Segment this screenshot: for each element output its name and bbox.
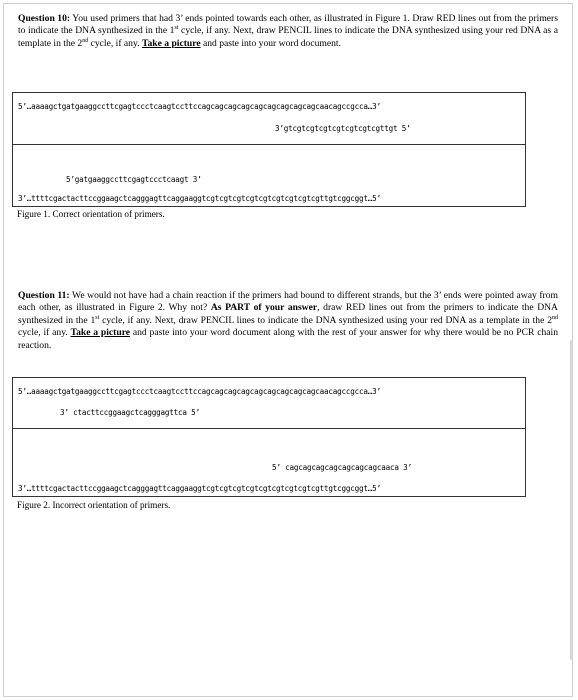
question-11	[18, 290, 558, 352]
superscript-st: st	[174, 25, 179, 32]
take-a-picture-emphasis: Take a picture	[141, 37, 201, 49]
fig2-divider	[13, 428, 525, 429]
fig2-top-primer: 3’ ctacttccggaagctcagggagttca 5’	[60, 408, 200, 417]
fig1-top-strand: 5’…aaaagctgatgaaggccttcgagtccctcaagtccttccagcagcagcagcagcagcagcagcagcaacagccgcca…3’	[18, 102, 381, 111]
fig1-bottom-strand: 3’…ttttcgactacttccggaagctcagggagttcaggaaggtcgtcgtcgtcgtcgtcgtcgtcgtcgttgtcggcggt…5’	[18, 194, 381, 203]
figure-2-box	[12, 377, 526, 497]
superscript-st: st	[95, 314, 100, 321]
scrollbar[interactable]	[570, 340, 573, 660]
fig2-bottom-primer: 5’ cagcagcagcagcagcagcagcaaca 3’	[272, 463, 412, 472]
question-10-text-a: You used primers that had 3’ ends pointed towards each other, as illustrated in Figure 1. Draw RED lines out from the primers to indicate the DNA synthesized in the 1	[18, 13, 558, 37]
figure-1-caption: Figure 1. Correct orientation of primers.	[17, 209, 165, 219]
question-11-label: Question 11:	[18, 290, 70, 301]
question-11-text-d: cycle, if any.	[18, 327, 71, 339]
question-11-text-e: and paste into your word document along with the rest of your answer for why there would be no PCR chain reaction.	[18, 327, 558, 351]
question-10-text-c: cycle, if any.	[88, 37, 142, 49]
fig1-top-primer: 3’gtcgtcgtcgtcgtcgtcgtcgttgt 5’	[275, 124, 411, 133]
as-part-emphasis: As PART of your answer	[210, 302, 318, 314]
question-10-text-d: and paste into your word document.	[200, 37, 341, 49]
question-11-text-c: cycle, if any. Next, draw PENCIL lines to indicate the DNA synthesized using your red DNA as a template in the 2	[99, 314, 552, 326]
superscript-nd: nd	[552, 314, 558, 321]
figure-2-caption: Figure 2. Incorrect orientation of primers.	[17, 500, 171, 510]
fig1-divider	[13, 144, 525, 145]
fig1-bottom-primer: 5’gatgaaggccttcgagtccctcaagt 3’	[66, 175, 202, 184]
question-11-text-a: We would not have had a chain reaction if the primers had bound to different strands, but the 3’ ends were pointed away from each other, as illustrated in Figure 2. Why not?	[18, 290, 558, 314]
superscript-nd: nd	[82, 37, 89, 44]
fig2-bottom-strand: 3’…ttttcgactacttccggaagctcagggagttcaggaaggtcgtcgtcgtcgtcgtcgtcgtcgtcgttgtcggcggt…5’	[18, 484, 381, 493]
question-11-text-b: , draw RED lines out from the primers to indicate the DNA synthesized in the 1	[18, 302, 558, 326]
question-10-label: Question 10:	[18, 13, 71, 24]
take-a-picture-emphasis: Take a picture	[70, 327, 131, 339]
question-10	[18, 13, 558, 50]
fig2-top-strand: 5’…aaaagctgatgaaggccttcgagtccctcaagtccttccagcagcagcagcagcagcagcagcagcaacagccgcca…3’	[18, 387, 381, 396]
figure-1-box	[12, 92, 526, 207]
question-10-text-b: cycle, if any. Next, draw PENCIL lines to indicate the DNA synthesized using your red DNA as a template in the 2	[18, 25, 558, 49]
